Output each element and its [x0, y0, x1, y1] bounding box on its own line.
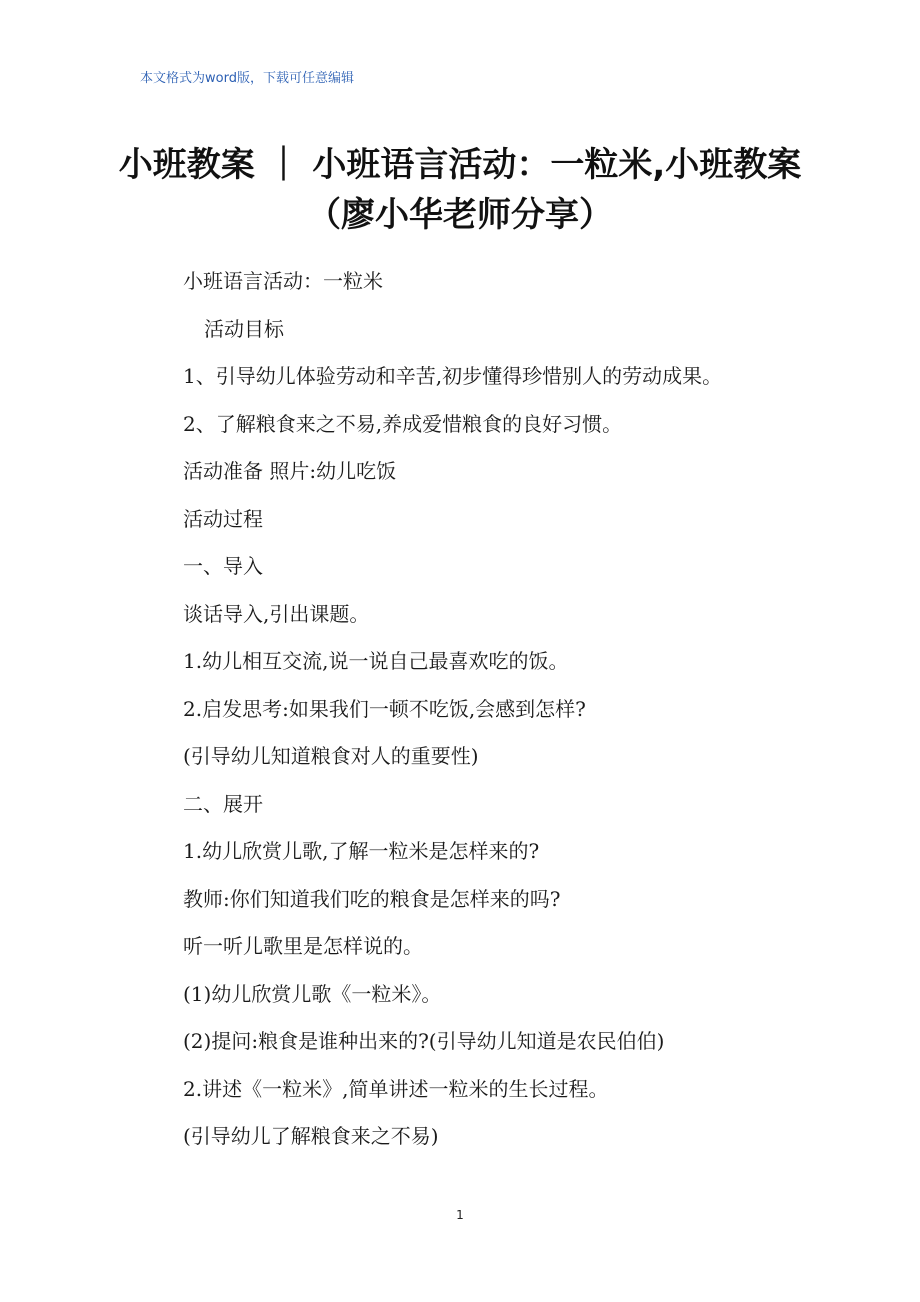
paragraph: 教师:你们知道我们吃的粮食是怎样来的吗? — [183, 886, 561, 911]
paragraph: 2.讲述《一粒米》,简单讲述一粒米的生长过程。 — [183, 1076, 609, 1101]
document-title: 小班教案 ｜ 小班语言活动：一粒米,小班教案（廖小华老师分享） — [118, 145, 802, 235]
paragraph: 谈话导入,引出课题。 — [183, 601, 370, 626]
paragraph: 二、展开 — [183, 791, 263, 816]
paragraph-subtitle: 小班语言活动：一粒米 — [183, 269, 383, 293]
paragraph: 活动准备 照片:幼儿吃饭 — [183, 459, 397, 483]
paragraph: 1、引导幼儿体验劳动和辛苦,初步懂得珍惜别人的劳动成果。 — [183, 364, 723, 388]
paragraph: 2、了解粮食来之不易,养成爱惜粮食的良好习惯。 — [183, 411, 623, 436]
page-number: 1 — [456, 1208, 464, 1222]
header-note: 本文格式为word版，下载可任意编辑 — [140, 71, 354, 86]
paragraph: 听一听儿歌里是怎样说的。 — [183, 934, 423, 958]
paragraph: 活动过程 — [183, 506, 263, 531]
paragraph: 一、导入 — [183, 554, 263, 578]
document-body — [183, 262, 803, 1165]
paragraph: (引导幼儿了解粮食来之不易) — [183, 1124, 439, 1148]
paragraph-section-heading: 活动目标 — [204, 316, 284, 341]
paragraph: 1.幼儿相互交流,说一说自己最喜欢吃的饭。 — [183, 649, 569, 673]
paragraph: (2)提问:粮食是谁种出来的?(引导幼儿知道是农民伯伯) — [183, 1029, 665, 1053]
paragraph: 2.启发思考:如果我们一顿不吃饭,会感到怎样? — [183, 696, 586, 721]
paragraph: 1.幼儿欣赏儿歌,了解一粒米是怎样来的? — [183, 839, 540, 863]
paragraph: (引导幼儿知道粮食对人的重要性) — [183, 744, 479, 768]
paragraph: (1)幼儿欣赏儿歌《一粒米》。 — [183, 981, 442, 1006]
